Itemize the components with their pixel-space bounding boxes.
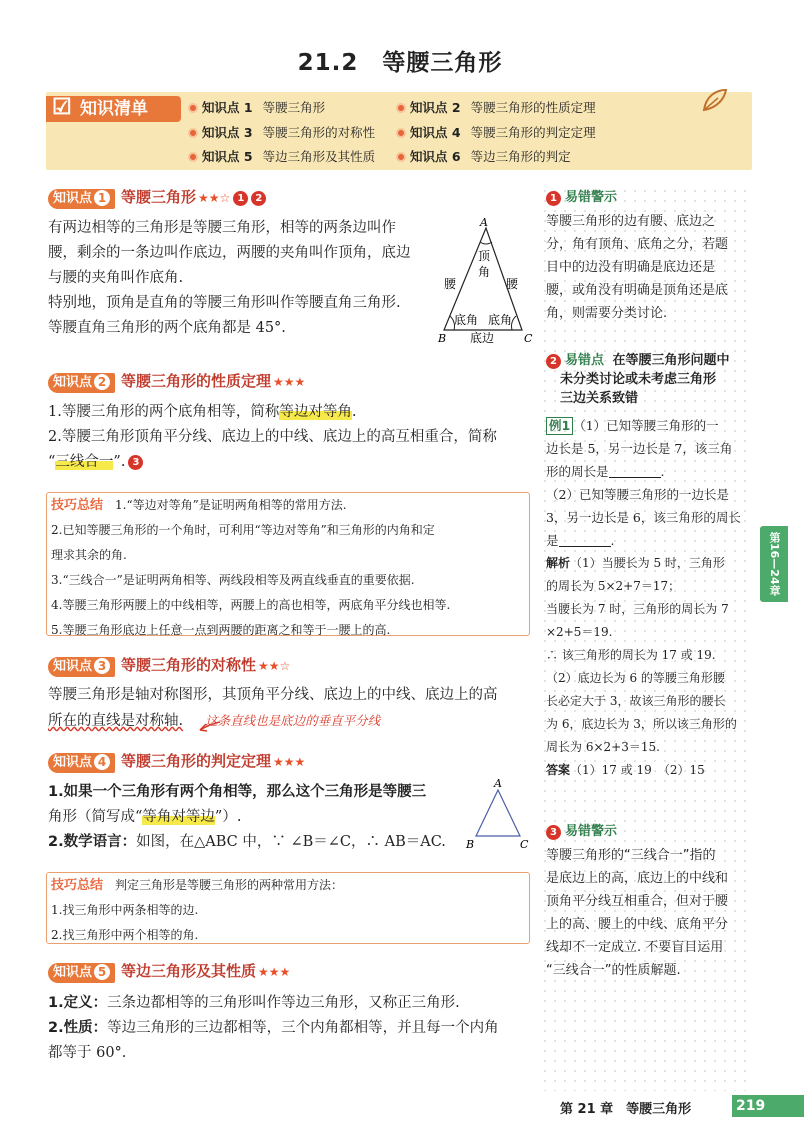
mark-badge: 3 <box>128 455 143 470</box>
dot-icon <box>188 103 198 113</box>
knowledge-item: 知识点 2 等腰三角形的性质定理 <box>396 98 596 116</box>
knowledge-item: 知识点 4 等腰三角形的判定定理 <box>396 123 596 141</box>
star-rating: ★★☆ <box>258 659 291 673</box>
tip-box-2: 技巧总结 1.“等边对等角”是证明两角相等的常用方法. 2.已知等腰三角形的一个角时，可利用“等边对等角”和三角形的内角和定 理求其余的角. 3.“三线合一”是证明两角相等、两线段相等及两直线垂直的重要依据. 4.等腰三角形两腰上的中线相等，两腰上的高也相等，两底角平分线也相等. 5.等腰三角形底边上任意一点到两腰的距离之和等于一腰上的高. <box>46 492 530 636</box>
figure-label: 底角 <box>488 313 513 327</box>
section-4-text: 1.如果一个三角形有两个角相等，那么这个三角形是等腰三 角形（简写成“等角对等边”）. 2.数学语言：如图，在△ABC 中，∵ ∠B＝∠C，∴ AB＝AC. <box>48 784 446 850</box>
mark-badge: 2 <box>251 191 266 206</box>
section-badge: 知识点 5 <box>48 963 115 983</box>
note-2: 2 易错点 在等腰三角形问题中 未分类讨论或未考虑三角形 三边关系致错 例1 （1）已知等腰三角形的一 边长是 5，另一边长是 7，该三角 形的周长是 . （2）已知等腰三角形的一边长是 3，另一边长是 6，该三角形的周长 是 . 解析（1）当腰长为 5 时，三角形 的周长为 5×2+7＝17； 当腰长为 7 时，三角形的周长为 7 ×2+5＝19. ∴ 该三角形的周长为 17 或 19. （2）底边长为 6 的等腰三角形腰 长必定大于 3，故该三角形的腰长 为 6，底边长为 3，所以该三角形的 周长为 6×2+3＝15. 答案（1）17 或 19 （2）15 <box>546 353 741 777</box>
vertex-label: B <box>438 332 447 345</box>
section-header-3: 知识点 3 等腰三角形的对称性 ★★☆ <box>48 655 290 677</box>
page-title: 21.2 等腰三角形 <box>297 50 503 76</box>
vertex-label: C <box>524 332 533 345</box>
leaf-icon <box>700 86 730 114</box>
vertex-label: A <box>494 777 502 790</box>
figure-label: 底边 <box>470 331 495 345</box>
star-rating: ★★★ <box>273 755 306 769</box>
page-number: 219 <box>732 1095 804 1117</box>
example-label: 例1 <box>546 417 573 435</box>
figure-label: 腰 <box>444 277 457 291</box>
answer-blank <box>559 532 611 547</box>
section-badge: 知识点 3 <box>48 657 115 677</box>
section-2-text: 1.等腰三角形的两个底角相等，简称等边对等角. 2.等腰三角形顶角平分线、底边上的中线、底边上的高互相重合，简称 “三线合一”. 3 <box>48 404 497 470</box>
section-header-4: 知识点 4 等腰三角形的判定定理 ★★★ <box>48 751 305 773</box>
vertex-label: C <box>520 838 529 851</box>
footer-chapter: 第 21 章 等腰三角形 <box>560 1102 692 1117</box>
dot-icon <box>396 103 406 113</box>
star-rating: ★★★ <box>258 965 291 979</box>
section-header-1: 知识点 1 等腰三角形 ★★☆ 1 2 <box>48 187 266 209</box>
note-3: 3 易错警示 等腰三角形的“三线合一”指的 是底边上的高，底边上的中线和 顶角平分线互相重合，但对于腰 上的高、腰上的中线、底角平分 线却不一定成立. 不要盲目运用 “三线合一”的性质解题. <box>546 824 729 978</box>
section-header-2: 知识点 2 等腰三角形的性质定理 ★★★ <box>48 371 305 393</box>
knowledge-item: 知识点 3 等腰三角形的对称性 <box>188 123 375 141</box>
dot-icon <box>188 128 198 138</box>
dot-icon <box>188 152 198 162</box>
vertex-label: A <box>480 216 488 229</box>
dot-icon <box>396 152 406 162</box>
knowledge-item: 知识点 6 等边三角形的判定 <box>396 147 571 165</box>
section-header-5: 知识点 5 等边三角形及其性质 ★★★ <box>48 961 290 983</box>
sidebar-notes <box>540 186 748 1091</box>
knowledge-item: 知识点 5 等边三角形及其性质 <box>188 147 375 165</box>
answer-blank <box>609 463 661 478</box>
handwritten-note: 这条直线也是底边的垂直平分线 <box>205 713 381 728</box>
section-5-text: 1.定义：三条边都相等的三角形叫作等边三角形，又称正三角形. 2.性质：等边三角形的三边都相等，三个内角都相等，并且每一个内角 都等于 60°. <box>48 995 499 1061</box>
mark-badge: 1 <box>233 191 248 206</box>
section-badge: 知识点 2 <box>48 373 115 393</box>
section-badge: 知识点 1 <box>48 189 115 209</box>
vertex-label: B <box>466 838 475 851</box>
star-rating: ★★☆ <box>198 191 231 205</box>
figure-label: 腰 <box>506 277 519 291</box>
knowledge-list-badge: 知识清单 <box>46 96 181 122</box>
checkmark-icon: ☑ <box>52 94 72 120</box>
star-rating: ★★★ <box>273 375 306 389</box>
isosceles-triangle-figure <box>440 218 532 346</box>
dot-icon <box>396 128 406 138</box>
section-badge: 知识点 4 <box>48 753 115 773</box>
triangle-abc-figure <box>464 778 534 850</box>
chapter-side-tab[interactable]: 第16—24章 <box>760 526 788 602</box>
figure-label: 底角 <box>454 313 479 327</box>
section-3-text: 等腰三角形是轴对称图形，其顶角平分线、底边上的中线、底边上的高 所在的直线是对称轴. 这条直线也是底边的垂直平分线 <box>48 687 498 729</box>
note-1: 1 易错警示 等腰三角形的边有腰、底边之 分，角有顶角、底角之分，若题 目中的边没有明确是底边还是 腰，或角没有明确是顶角还是底 角，则需要分类讨论. <box>546 190 729 321</box>
tip-box-4: 技巧总结 判定三角形是等腰三角形的两种常用方法： 1.找三角形中两条相等的边. 2.找三角形中两个相等的角. <box>46 872 530 944</box>
figure-label: 顶 <box>478 249 491 263</box>
arrow-icon <box>196 716 222 736</box>
knowledge-list <box>46 92 752 170</box>
knowledge-item: 知识点 1 等腰三角形 <box>188 98 325 116</box>
section-1-text: 有两边相等的三角形是等腰三角形，相等的两条边叫作 腰，剩余的一条边叫作底边，两腰的夹角叫作顶角，底边 与腰的夹角叫作底角. 特别地，顶角是直角的等腰三角形叫作等腰直角三角形. 等腰直角三角形的两个底角都是 45°. <box>48 220 411 336</box>
figure-label: 角 <box>478 265 491 279</box>
